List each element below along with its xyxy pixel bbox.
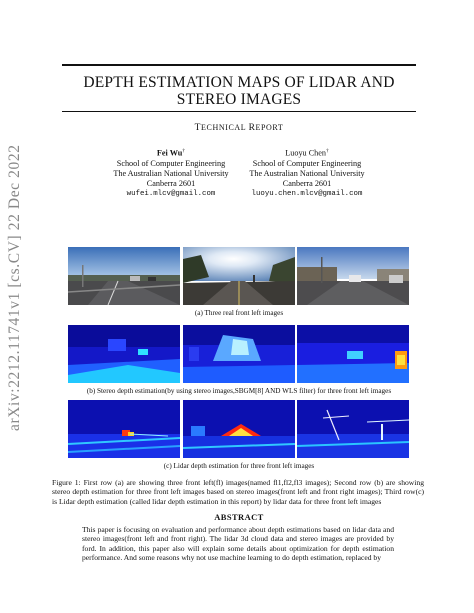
author-email[interactable]: luoyu.chen.mlcv@gmail.com [251,189,363,198]
stereo-depth-fl3 [297,325,409,383]
subcaption-a: (a) Three real front left images [194,309,284,317]
real-image-fl1 [68,247,180,305]
author-dept: School of Computer Engineering [116,158,226,168]
title-rule-top [62,64,416,66]
lidar-depth-fl3 [297,400,409,458]
author-block-2: Luoyu Chen† School of Computer Engineering The Australian National University Canberra 2601 luoyu.chen.mlcv@gmail.com [232,146,382,199]
report-type: TECHNICAL REPORT [194,123,284,133]
figure-caption: Figure 1: First row (a) are showing three front left(fl) images(named fl1,fl2,fl3 images); Second row (b) are showing stereo depth estimation for three front left images based on stereo images(front left and front right images); Third row(c) is Lidar depth estimation (called lidar depth estimation in this report) by lidar data for three front left images [52,478,424,506]
stereo-depth-fl2 [183,325,295,383]
paper-title: DEPTH ESTIMATION MAPS OF LIDAR AND STEREO IMAGES [83,74,395,108]
author-name: Fei Wu [156,148,183,158]
abstract-heading: ABSTRACT [214,512,264,522]
author-city: Canberra 2601 [282,178,332,188]
arxiv-identifier: arXiv:2212.11741v1 [cs.CV] 22 Dec 2022 [6,144,23,432]
subcaption-c: (c) Lidar depth estimation for three front left images [163,462,315,470]
stereo-depth-fl1 [68,325,180,383]
real-image-fl3 [297,247,409,305]
abstract-text: This paper is focusing on evaluation and performance about depth estimations based on lidar data and stereo images(front left and front right). The lidar 3d cloud data and stereo images are provided by ford. In addition, this paper also will explain some details about optimization for depth estimation performance. And some reasons why not use machine learning to do depth estimation, replaced by [82,525,394,563]
author-email[interactable]: wufei.mlcv@gmail.com [126,189,216,198]
title-rule-bottom [62,111,416,112]
subcaption-b: (b) Stereo depth estimation(by using stereo images,SBGM[8] AND WLS filter) for three front left images [86,387,392,395]
author-block-1: Fei Wu† School of Computer Engineering The Australian National University Canberra 2601 wufei.mlcv@gmail.com [96,146,246,199]
lidar-depth-fl1 [68,400,180,458]
author-city: Canberra 2601 [146,178,196,188]
author-univ: The Australian National University [249,168,365,178]
author-name: Luoyu Chen [285,148,326,158]
real-image-fl2 [183,247,295,305]
author-univ: The Australian National University [113,168,229,178]
lidar-depth-fl2 [183,400,295,458]
author-dept: School of Computer Engineering [252,158,362,168]
